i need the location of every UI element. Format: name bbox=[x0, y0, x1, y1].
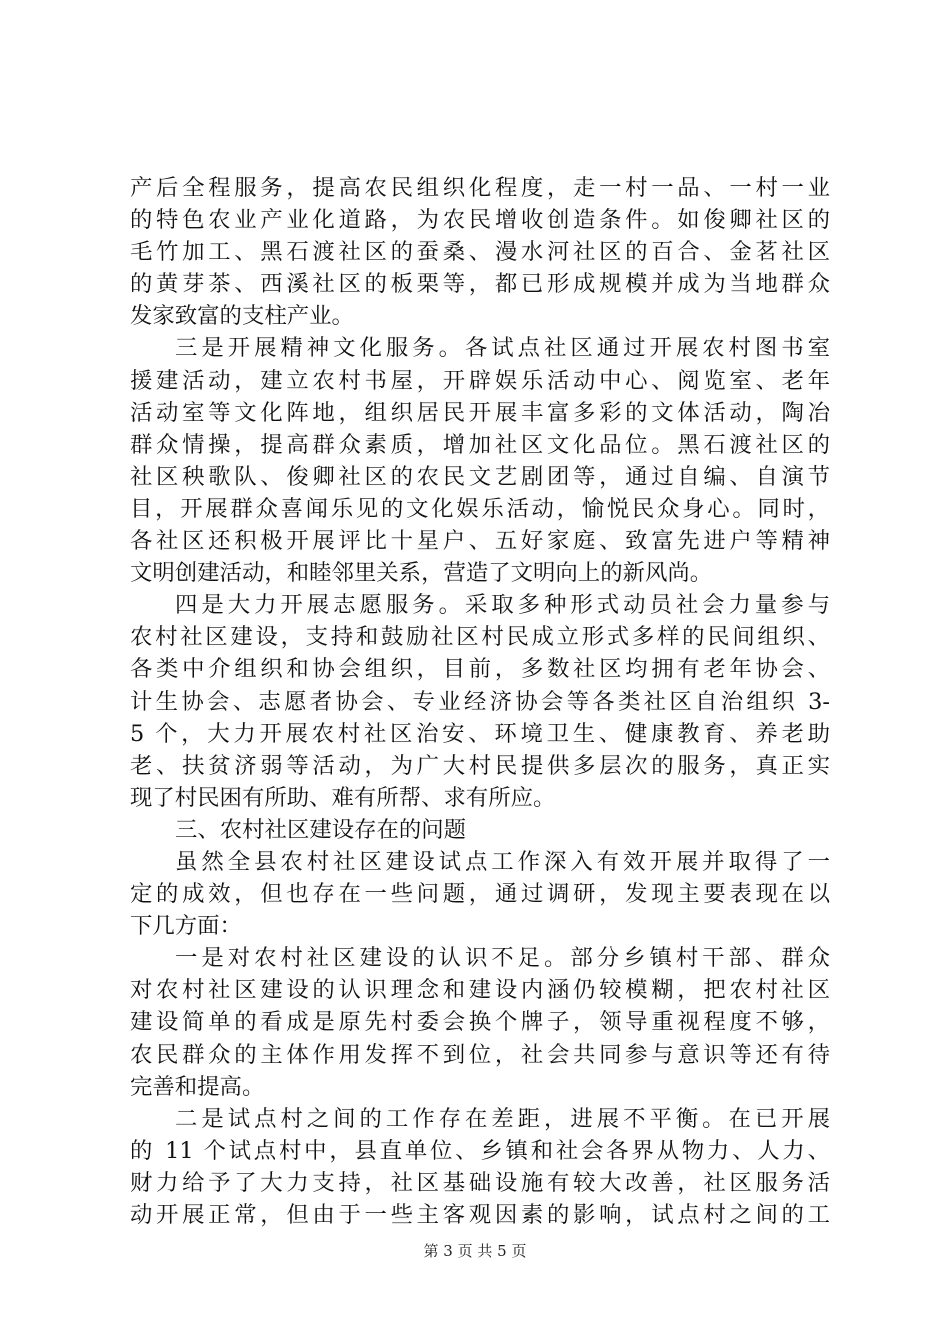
text-line: 建设简单的看成是原先村委会换个牌子，领导重视程度不够， bbox=[130, 1009, 830, 1036]
text-line: 农村社区建设，支持和鼓励社区村民成立形式多样的民间组织、 bbox=[130, 624, 830, 651]
text-line: 各社区还积极开展评比十星户、五好家庭、致富先进户等精神 bbox=[130, 528, 830, 555]
text-line: 农民群众的主体作用发挥不到位，社会共同参与意识等还有待 bbox=[130, 1041, 830, 1068]
text-line: 三、农村社区建设存在的问题 bbox=[175, 816, 467, 843]
body-text bbox=[130, 172, 830, 1231]
text-line: 现了村民困有所助、难有所帮、求有所应。 bbox=[130, 784, 556, 811]
text-line: 产后全程服务，提高农民组织化程度，走一村一品、一村一业 bbox=[130, 175, 830, 201]
text-line: 群众情操，提高群众素质，增加社区文化品位。黑石渡社区的 bbox=[130, 431, 830, 458]
text-line: 5 个，大力开展农村社区治安、环境卫生、健康教育、养老助 bbox=[130, 720, 830, 747]
page-footer: 第 3 页 共 5 页 bbox=[423, 1242, 527, 1260]
text-line: 下几方面： bbox=[130, 913, 242, 940]
text-line: 的黄芽茶、西溪社区的板栗等，都已形成规模并成为当地群众 bbox=[130, 271, 830, 298]
text-line: 动开展正常，但由于一些主客观因素的影响，试点村之间的工 bbox=[130, 1202, 830, 1228]
text-line: 计生协会、志愿者协会、专业经济协会等各类社区自治组织 3- bbox=[130, 688, 830, 715]
text-line: 文明创建活动，和睦邻里关系，营造了文明向上的新风尚。 bbox=[130, 560, 713, 587]
text-line: 的 11 个试点村中，县直单位、乡镇和社会各界从物力、人力、 bbox=[130, 1137, 830, 1164]
text-line: 虽然全县农村社区建设试点工作深入有效开展并取得了一 bbox=[175, 848, 830, 875]
text-line: 对农村社区建设的认识理念和建设内涵仍较模糊，把农村社区 bbox=[130, 977, 830, 1004]
text-line: 社区秧歌队、俊卿社区的农民文艺剧团等，通过自编、自演节 bbox=[130, 463, 830, 490]
text-line: 二是试点村之间的工作存在差距，进展不平衡。在已开展 bbox=[175, 1105, 830, 1132]
text-line: 一是对农村社区建设的认识不足。部分乡镇村干部、群众 bbox=[175, 945, 830, 972]
text-line: 援建活动，建立农村书屋，开辟娱乐活动中心、阅览室、老年 bbox=[130, 367, 830, 394]
text-line: 老、扶贫济弱等活动，为广大村民提供多层次的服务，真正实 bbox=[130, 752, 830, 779]
text-line: 定的成效，但也存在一些问题，通过调研，发现主要表现在以 bbox=[130, 881, 830, 908]
text-line: 目，开展群众喜闻乐见的文化娱乐活动，愉悦民众身心。同时， bbox=[130, 495, 830, 522]
text-line: 财力给予了大力支持，社区基础设施有较大改善，社区服务活 bbox=[130, 1169, 830, 1196]
text-line: 三是开展精神文化服务。各试点社区通过开展农村图书室 bbox=[175, 335, 830, 362]
text-line: 的特色农业产业化道路，为农民增收创造条件。如俊卿社区的 bbox=[130, 207, 830, 234]
text-line: 活动室等文化阵地，组织居民开展丰富多彩的文体活动，陶冶 bbox=[130, 399, 830, 426]
text-line: 各类中介组织和协会组织，目前，多数社区均拥有老年协会、 bbox=[130, 656, 830, 683]
text-line: 毛竹加工、黑石渡社区的蚕桑、漫水河社区的百合、金茗社区 bbox=[130, 239, 830, 266]
text-line: 四是大力开展志愿服务。采取多种形式动员社会力量参与 bbox=[175, 592, 830, 619]
text-line: 完善和提高。 bbox=[130, 1073, 265, 1100]
text-line: 发家致富的支柱产业。 bbox=[130, 303, 354, 330]
